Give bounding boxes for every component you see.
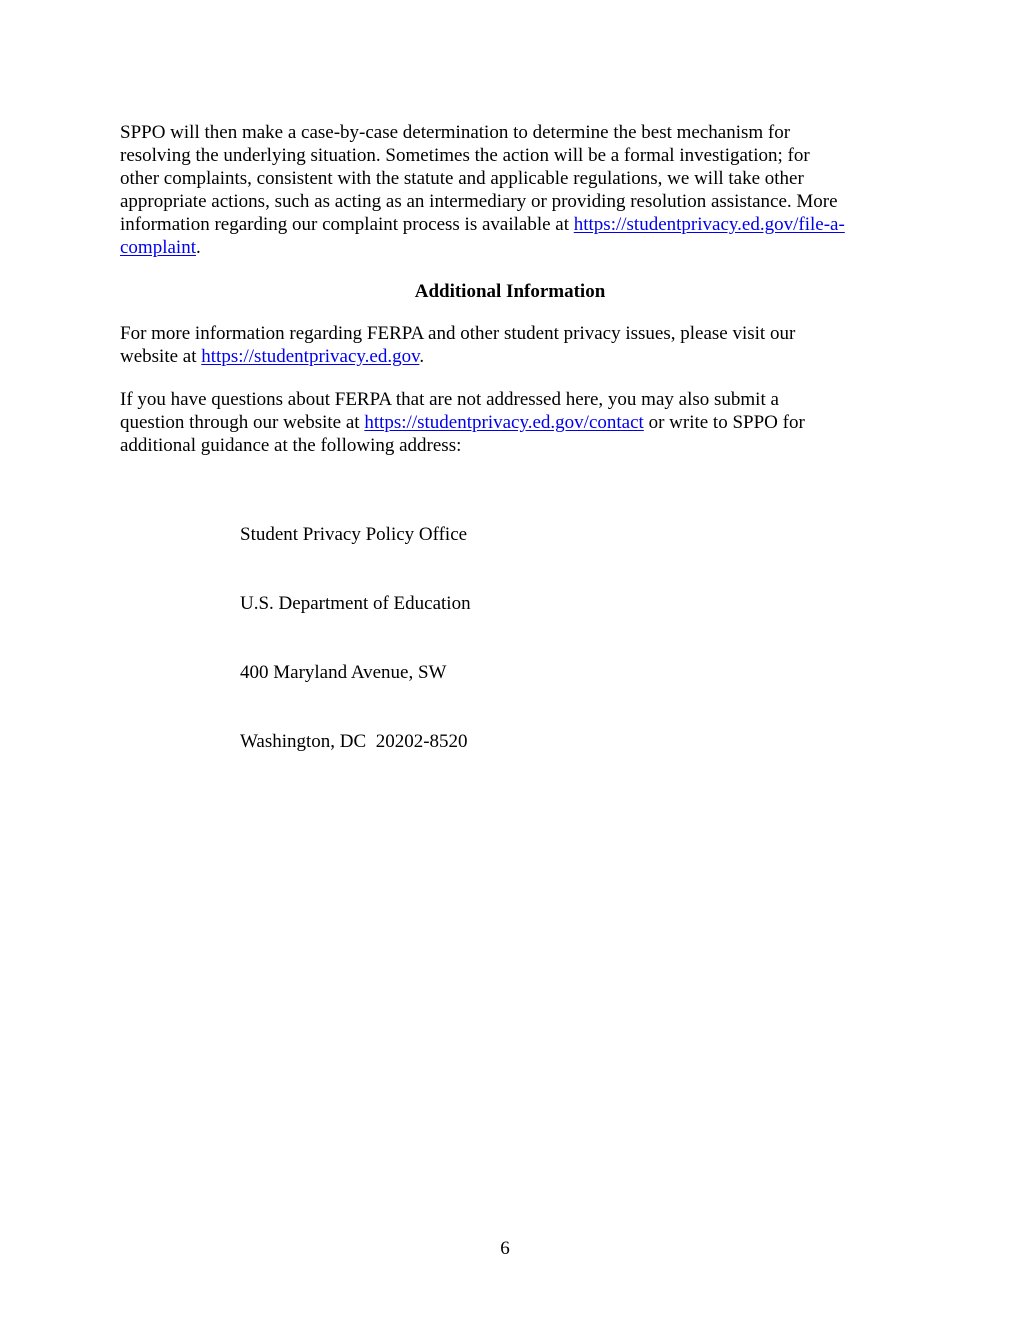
paragraph-line: resolving the underlying situation. Sometimes the action will be a formal investigation; for xyxy=(120,145,810,166)
address-city: Washington, DC 20202-8520 xyxy=(240,731,468,752)
address-street: 400 Maryland Avenue, SW xyxy=(240,662,447,683)
questions-paragraph xyxy=(120,388,900,457)
contact-page-link[interactable]: https://studentprivacy.ed.gov/contact xyxy=(364,412,644,433)
paragraph-line: appropriate actions, such as acting as an intermediary or providing resolution assistance. More xyxy=(120,191,838,212)
page-number: 6 xyxy=(500,1238,510,1259)
address-office: Student Privacy Policy Office xyxy=(240,524,468,545)
paragraph-line: additional guidance at the following address: xyxy=(120,435,462,456)
paragraph-line: other complaints, consistent with the statute and applicable regulations, we will take other xyxy=(120,168,804,189)
paragraph-text: . xyxy=(195,237,201,258)
paragraph-text: or write to SPPO for xyxy=(643,412,805,433)
paragraph-line xyxy=(120,411,900,434)
file-complaint-link[interactable]: https://studentprivacy.ed.gov/file-a- xyxy=(573,214,845,235)
student-privacy-website-link[interactable]: https://studentprivacy.ed.gov xyxy=(201,346,420,367)
complaint-process-paragraph xyxy=(120,121,900,259)
paragraph-line: SPPO will then make a case-by-case determination to determine the best mechanism for xyxy=(120,122,791,143)
file-complaint-link-continued[interactable]: complaint xyxy=(120,237,196,258)
paragraph-line xyxy=(120,236,900,259)
more-information-paragraph xyxy=(120,322,900,368)
paragraph-line xyxy=(120,345,900,368)
section-heading: Additional Information xyxy=(414,281,606,302)
paragraph-text: . xyxy=(419,346,425,367)
paragraph-line xyxy=(120,213,900,236)
paragraph-text: question through our website at xyxy=(120,412,365,433)
paragraph-text: website at xyxy=(120,346,202,367)
paragraph-line: If you have questions about FERPA that are not addressed here, you may also submit a xyxy=(120,389,779,410)
paragraph-line: For more information regarding FERPA and other student privacy issues, please visit our xyxy=(120,323,796,344)
address-department: U.S. Department of Education xyxy=(240,593,471,614)
mailing-address xyxy=(240,477,471,799)
paragraph-text: information regarding our complaint process is available at xyxy=(120,214,574,235)
